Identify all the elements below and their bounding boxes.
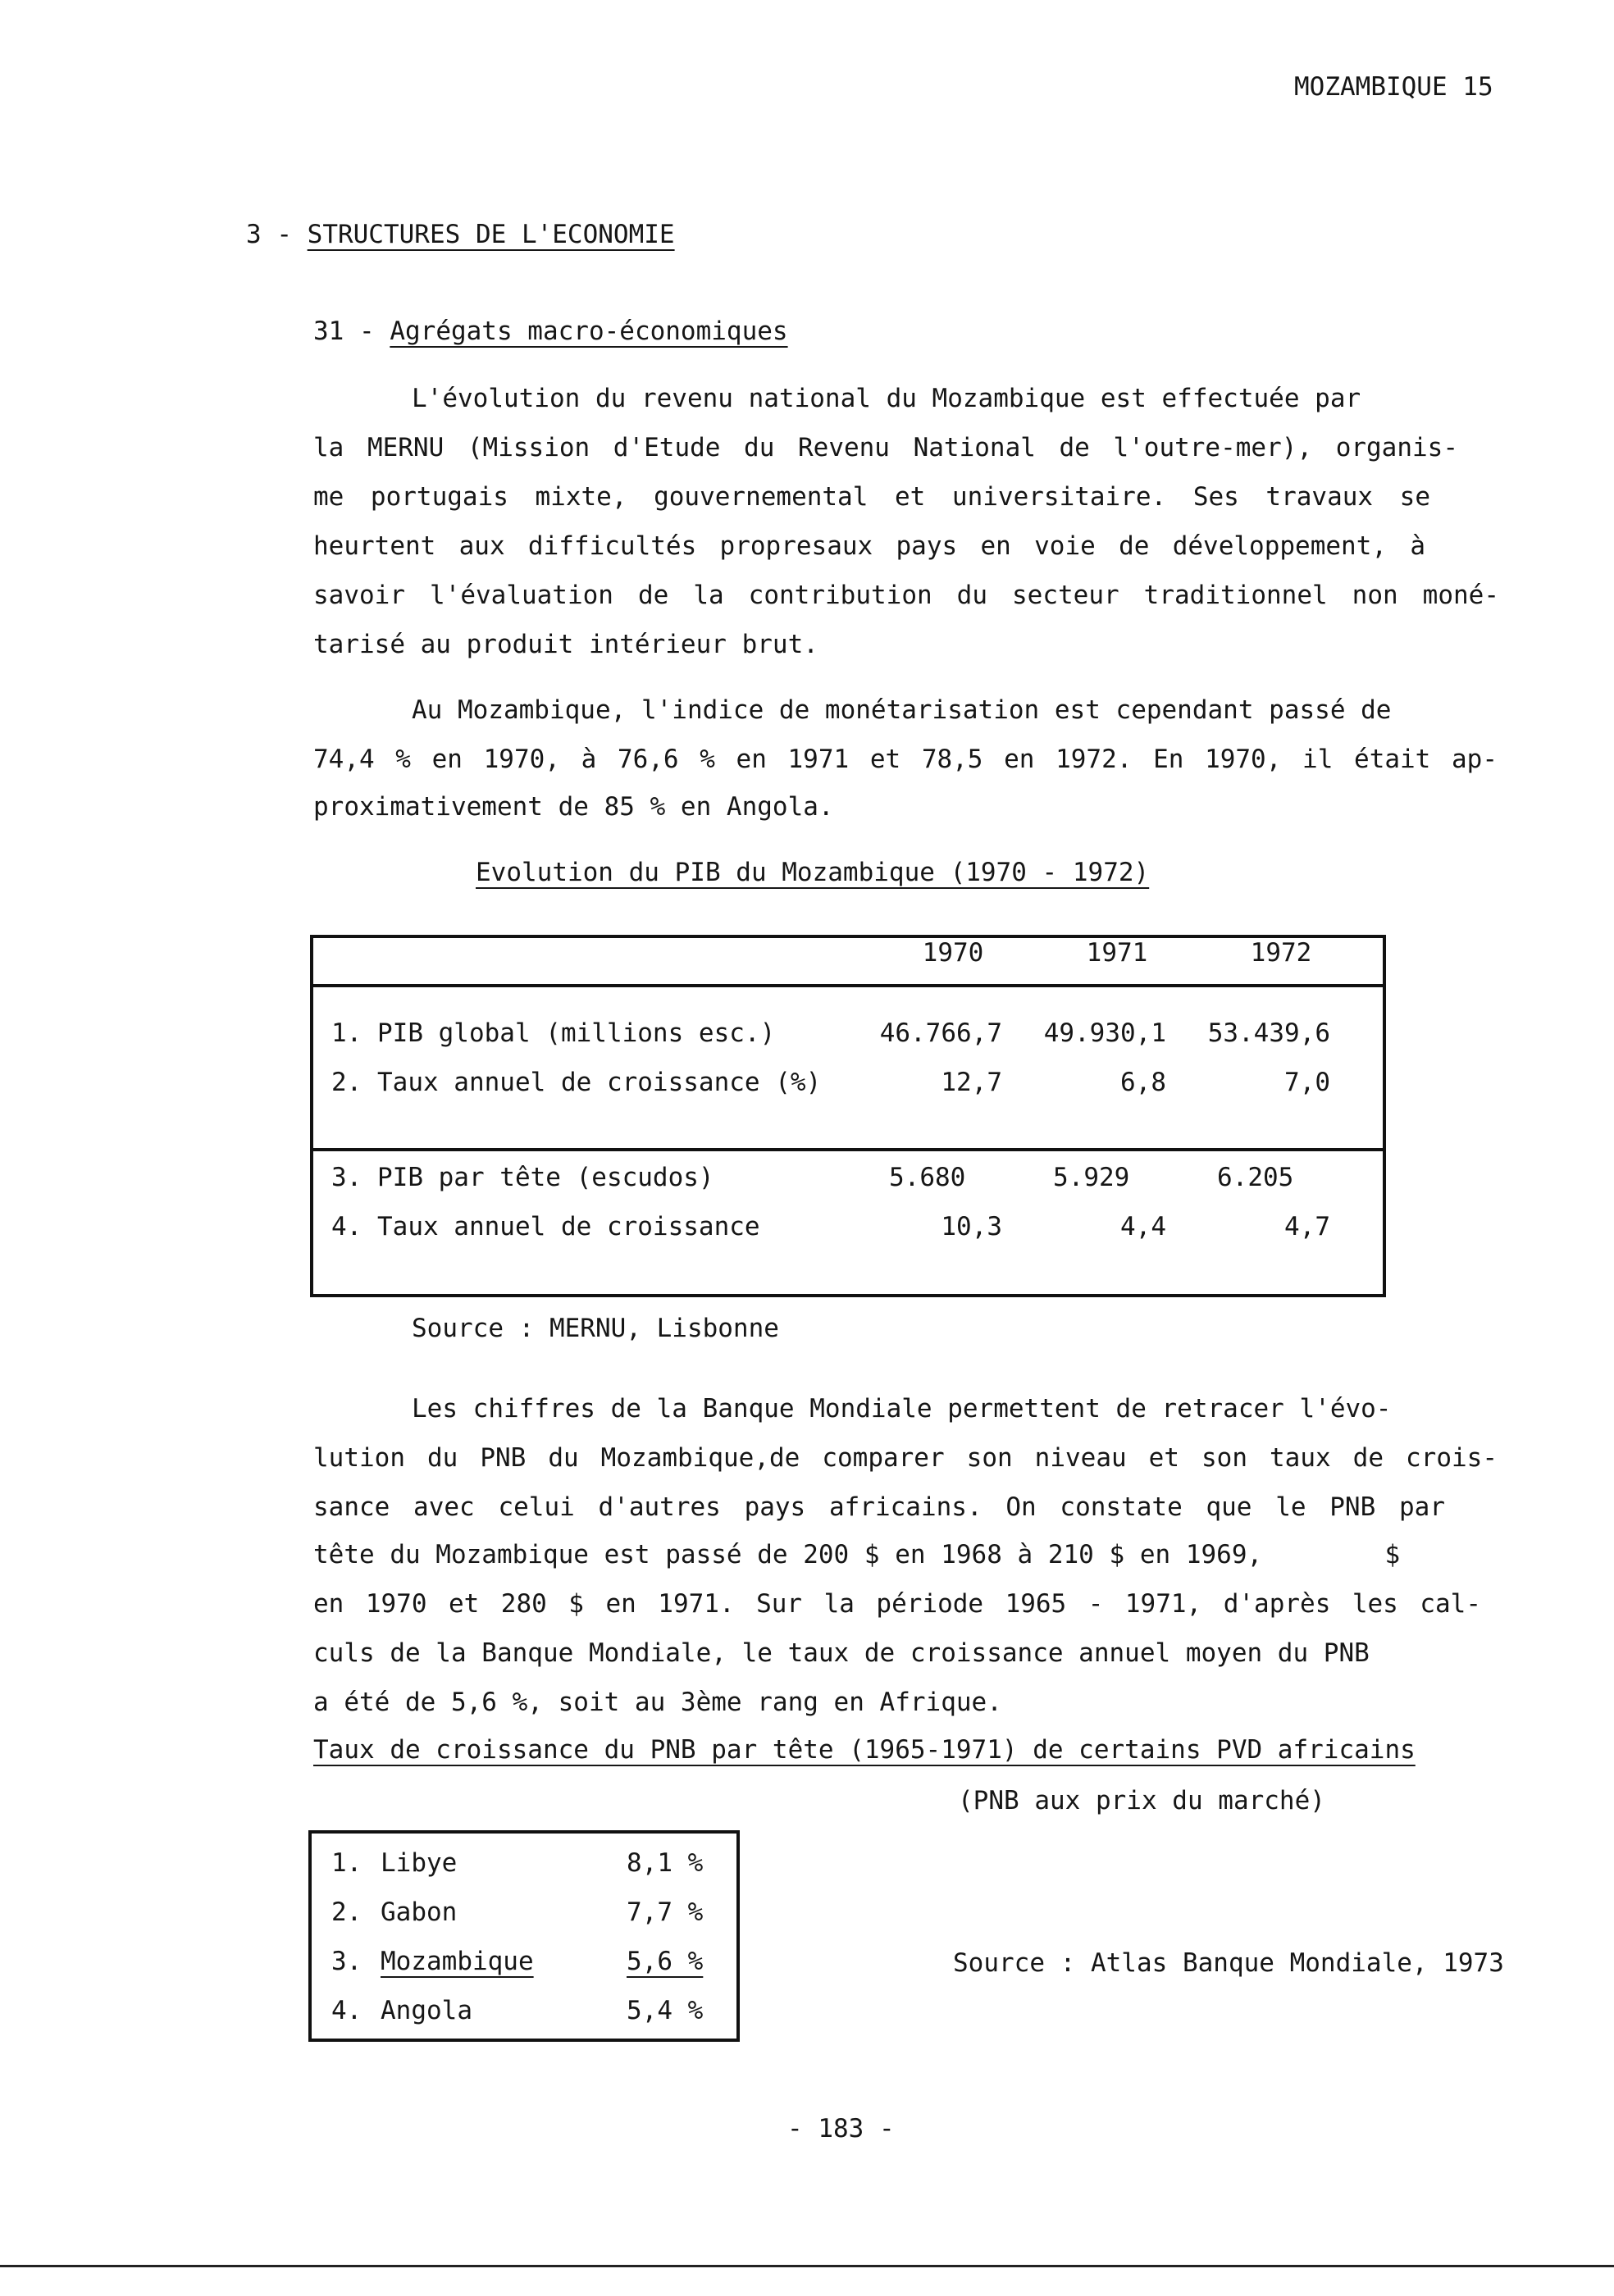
table-cell: 49.930,1 xyxy=(1043,1018,1166,1048)
table-cell: 4,7 xyxy=(1284,1212,1330,1241)
paragraph-3-line: tête du Mozambique est passé de 200 $ en 1968 à 210 $ en 1969, $ xyxy=(313,1540,1401,1569)
table-cell: 4,4 xyxy=(1120,1212,1166,1241)
year-header: 1970 xyxy=(922,938,984,968)
paragraph-3-line: culs de la Banque Mondiale, le taux de croissance annuel moyen du PNB xyxy=(313,1638,1370,1668)
country: Libye xyxy=(381,1848,458,1878)
paragraph-1-line: la MERNU (Mission d'Etude du Revenu National de l'outre-mer), organis- xyxy=(313,433,1458,462)
rank: 1. xyxy=(331,1848,362,1878)
table-cell: 12,7 xyxy=(941,1068,1002,1097)
section-number: 3 - xyxy=(246,220,308,249)
rank: 2. xyxy=(331,1897,362,1927)
table-row-label: 4. Taux annuel de croissance xyxy=(331,1212,760,1241)
page-number: - 183 - xyxy=(787,2114,895,2143)
country: Angola xyxy=(381,1996,472,2025)
table-2-title: Taux de croissance du PNB par tête (1965-1971) de certains PVD africains xyxy=(313,1735,1416,1765)
paragraph-3-line: lution du PNB du Mozambique,de comparer son niveau et son taux de crois- xyxy=(313,1443,1498,1473)
table-1-title: Evolution du PIB du Mozambique (1970 - 1972) xyxy=(476,858,1150,887)
paragraph-3-line: Les chiffres de la Banque Mondiale permettent de retracer l'évo- xyxy=(412,1394,1392,1424)
country: Mozambique xyxy=(381,1947,534,1976)
table-cell: 10,3 xyxy=(941,1212,1002,1241)
paragraph-1-line: L'évolution du revenu national du Mozambique est effectuée par xyxy=(412,384,1361,413)
table-cell: 46.766,7 xyxy=(879,1018,1002,1048)
paragraph-1-line: tarisé au produit intérieur brut. xyxy=(313,630,818,659)
paragraph-3-line: sance avec celui d'autres pays africains. On constate que le PNB par xyxy=(313,1492,1445,1522)
table-cell: 6.205 xyxy=(1217,1163,1294,1192)
paragraph-1-line: savoir l'évaluation de la contribution du secteur traditionnel non moné- xyxy=(313,581,1499,610)
growth-value: 5,6 % xyxy=(627,1947,704,1976)
paragraph-1-line: heurtent aux difficultés propresaux pays en voie de développement, à xyxy=(313,531,1425,561)
table-2-source: Source : Atlas Banque Mondiale, 1973 xyxy=(953,1948,1504,1978)
subsection-number: 31 - xyxy=(313,317,390,346)
paragraph-3-line: a été de 5,6 %, soit au 3ème rang en Afrique. xyxy=(313,1688,1002,1717)
year-header: 1972 xyxy=(1250,938,1312,968)
section-title: STRUCTURES DE L'ECONOMIE xyxy=(307,220,675,249)
table-2-subtitle: (PNB aux prix du marché) xyxy=(958,1786,1325,1815)
paragraph-1-line: me portugais mixte, gouvernemental et universitaire. Ses travaux se xyxy=(313,482,1430,512)
growth-value: 8,1 % xyxy=(627,1848,704,1878)
table-cell: 6,8 xyxy=(1120,1068,1166,1097)
growth-value: 7,7 % xyxy=(627,1897,704,1927)
country: Gabon xyxy=(381,1897,458,1927)
section-heading xyxy=(246,220,675,249)
rank: 4. xyxy=(331,1996,362,2025)
subsection-title: Agrégats macro-économiques xyxy=(390,317,788,346)
table-1-source: Source : MERNU, Lisbonne xyxy=(412,1314,779,1343)
pib-table xyxy=(310,935,1386,1297)
growth-table xyxy=(308,1830,740,2042)
table-row-label: 2. Taux annuel de croissance (%) xyxy=(331,1068,822,1097)
rank: 3. xyxy=(331,1947,362,1976)
running-header: MOZAMBIQUE 15 xyxy=(1294,72,1493,102)
paragraph-3-line: en 1970 et 280 $ en 1971. Sur la période 1965 - 1971, d'après les cal- xyxy=(313,1589,1481,1619)
table-divider xyxy=(313,984,1383,987)
subsection-heading xyxy=(313,317,788,346)
table-cell: 7,0 xyxy=(1284,1068,1330,1097)
table-cell: 5.929 xyxy=(1053,1163,1130,1192)
table-divider xyxy=(313,1148,1383,1151)
table-cell: 5.680 xyxy=(889,1163,966,1192)
table-cell: 53.439,6 xyxy=(1207,1018,1330,1048)
table-row-label: 1. PIB global (millions esc.) xyxy=(331,1018,776,1048)
year-header: 1971 xyxy=(1086,938,1148,968)
paragraph-2-line: 74,4 % en 1970, à 76,6 % en 1971 et 78,5 en 1972. En 1970, il était ap- xyxy=(313,745,1498,774)
growth-value: 5,4 % xyxy=(627,1996,704,2025)
paragraph-2-line: Au Mozambique, l'indice de monétarisation est cependant passé de xyxy=(412,695,1392,725)
table-row-label: 3. PIB par tête (escudos) xyxy=(331,1163,714,1192)
page-bottom-rule xyxy=(0,2265,1614,2267)
paragraph-2-line: proximativement de 85 % en Angola. xyxy=(313,792,834,822)
